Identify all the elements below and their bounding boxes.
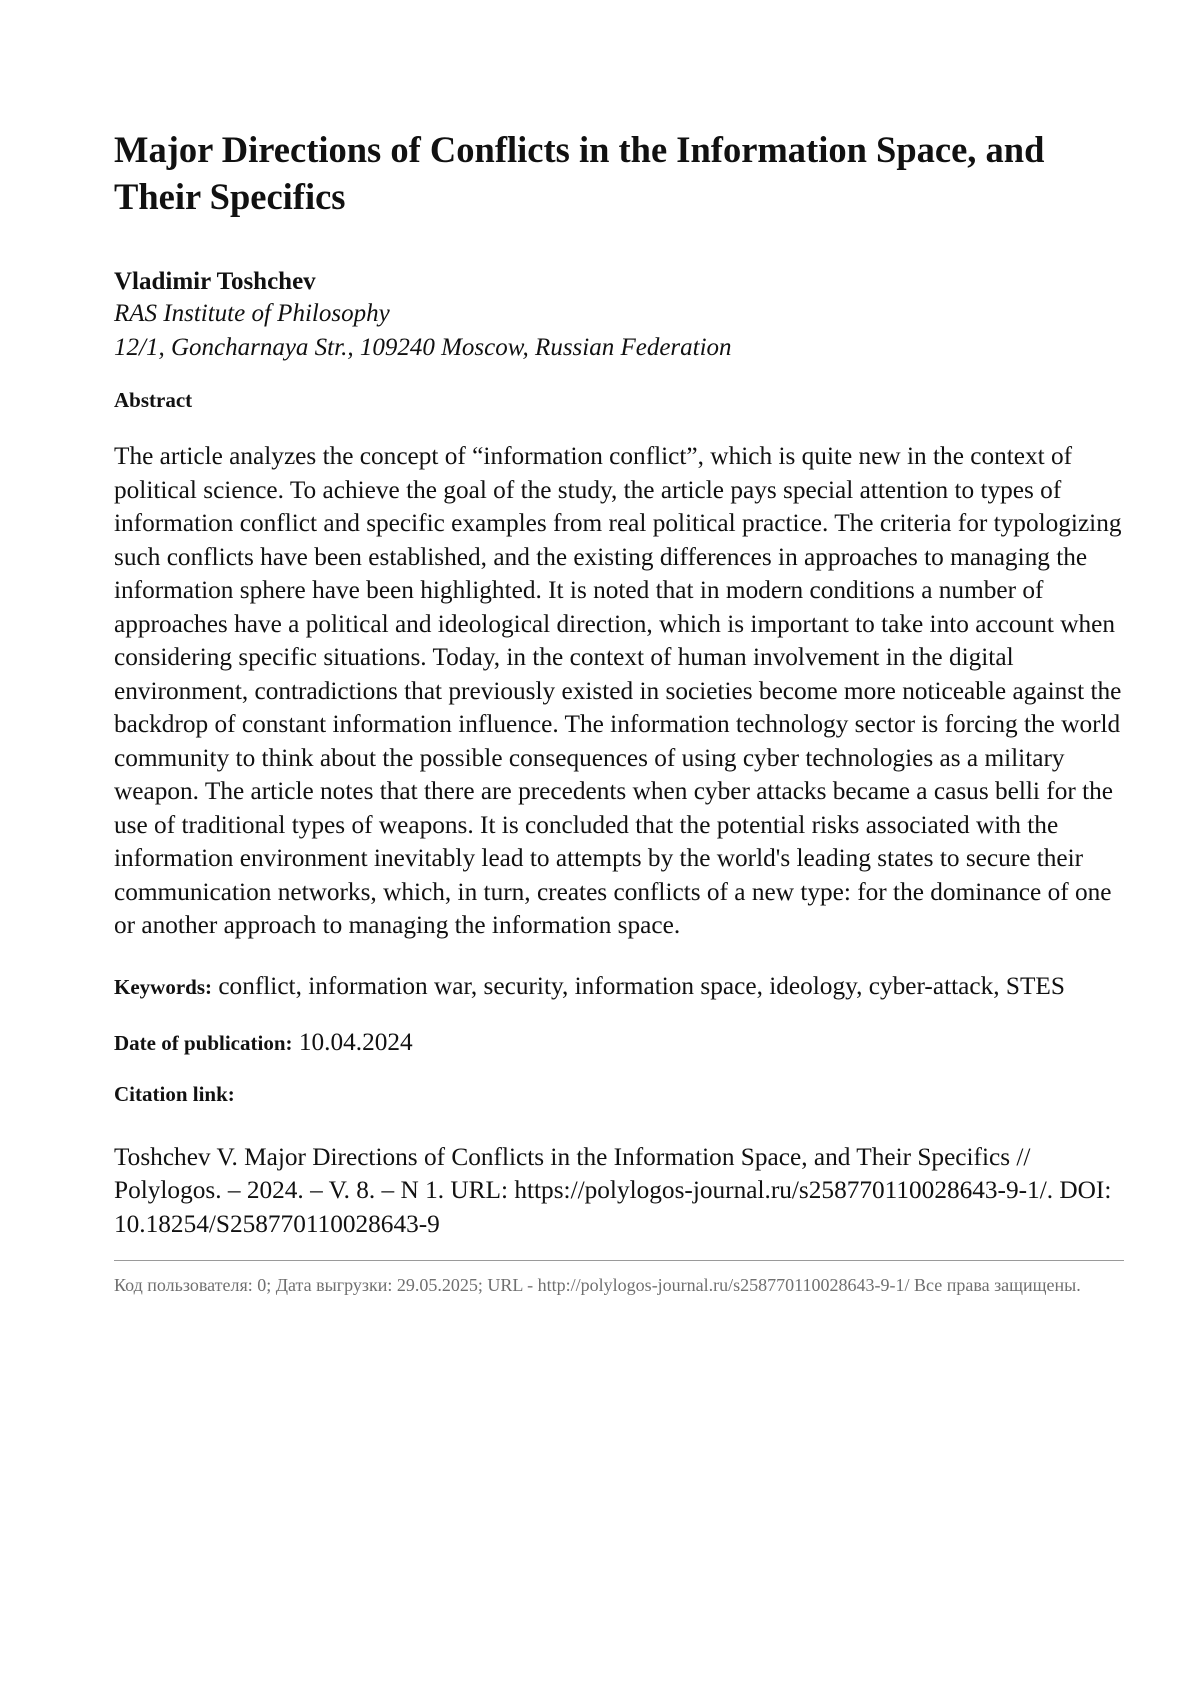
abstract-text: The article analyzes the concept of “information conflict”, which is quite new in the context of political science. To achieve the goal of the study, the article pays special attention to types of information conflict and specific examples from real political practice. The criteria for typologizing such conflicts have been established, and the existing differences in approaches to managing the information sphere have been highlighted. It is noted that in modern conditions a number of approaches have a political and ideological direction, which is important to take into account when considering specific situations. Today, in the context of human involvement in the digital environment, contradictions that previously existed in societies become more noticeable against the backdrop of constant information influence. The information technology sector is forcing the world community to think about the possible consequences of using cyber technologies as a military weapon. The article notes that there are precedents when cyber attacks became a casus belli for the use of traditional types of weapons. It is concluded that the potential risks associated with the information environment inevitably lead to attempts by the world's leading states to secure their communication networks, which, in turn, creates conflicts of a new type: for the dominance of one or another approach to managing the information space. <box>114 442 1122 939</box>
publication-date-line <box>114 1026 1124 1061</box>
keywords-label: Keywords: <box>114 974 212 999</box>
citation-text: Toshchev V. Major Directions of Conflicts in the Information Space, and Their Specifics // Polylogos. – 2024. – V. 8. – N 1. URL: https://polylogos-journal.ru/s258770110028643-9-1/. DOI: 10.18254/S258770110028643-9 <box>114 1142 1112 1238</box>
publication-date-value: 10.04.2024 <box>298 1028 413 1056</box>
publication-date-label: Date of publication: <box>114 1031 293 1055</box>
footer-divider <box>114 1260 1124 1261</box>
footer-note: Код пользователя: 0; Дата выгрузки: 29.05.2025; URL - http://polylogos-journal.ru/s258770110028643-9-1/ Все права защищены. <box>114 1275 1081 1295</box>
author-name: Vladimir Toshchev <box>114 268 316 295</box>
author-affiliation: RAS Institute of Philosophy <box>114 300 390 327</box>
author-address: 12/1, Goncharnaya Str., 109240 Moscow, Russian Federation <box>114 334 732 361</box>
keywords-line <box>114 970 1124 1005</box>
article-page <box>114 126 1124 1297</box>
keywords-value: conflict, information war, security, information space, ideology, cyber-attack, STES <box>218 971 1065 1000</box>
citation-heading: Citation link: <box>114 1081 235 1106</box>
abstract-heading: Abstract <box>114 388 193 412</box>
article-title: Major Directions of Conflicts in the Information Space, and Their Specifics <box>114 129 1045 217</box>
